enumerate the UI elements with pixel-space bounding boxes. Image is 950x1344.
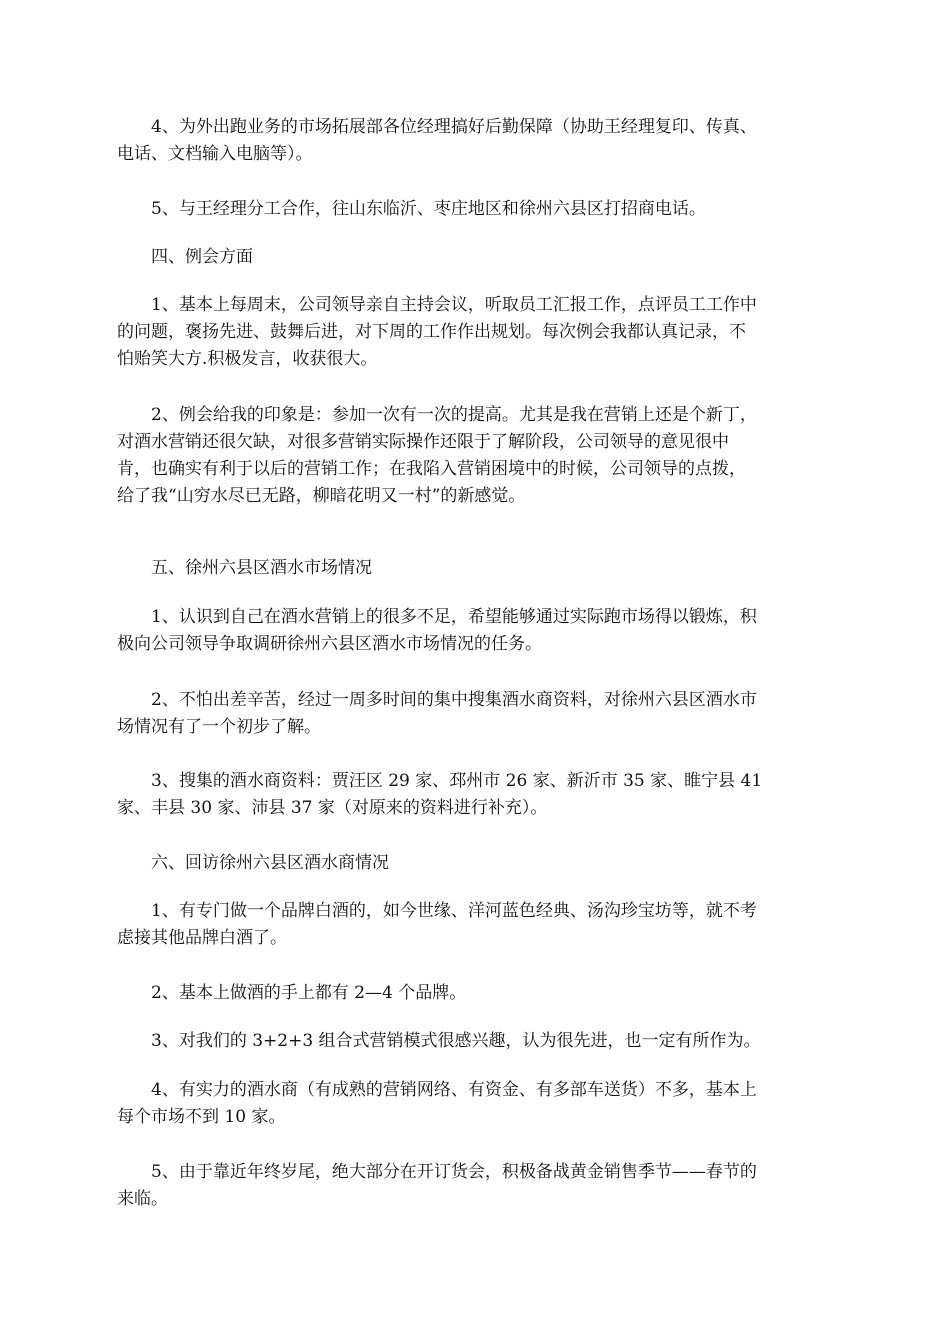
text-line: 场情况有了一个初步了解。 — [117, 717, 321, 737]
text-line: 怕贻笑大方.积极发言，收获很大。 — [117, 349, 378, 369]
text-line: 5、由于靠近年终岁尾，绝大部分在开订货会，积极备战黄金销售季节——春节的 — [151, 1162, 757, 1182]
heading-text: 六、回访徐州六县区酒水商情况 — [151, 853, 389, 873]
paragraph-revisit-5 — [117, 1159, 837, 1213]
paragraph-meetings-1 — [117, 292, 837, 373]
paragraph-revisit-2 — [117, 980, 837, 1007]
text-line: 2、基本上做酒的手上都有 2—4 个品牌。 — [151, 983, 467, 1003]
text-line: 1、有专门做一个品牌白酒的，如今世缘、洋河蓝色经典、汤沟珍宝坊等，就不考 — [151, 901, 757, 921]
text-line: 1、认识到自己在酒水营销上的很多不足，希望能够通过实际跑市场得以锻炼，积 — [151, 607, 757, 627]
section-heading-revisit — [117, 850, 837, 877]
text-line: 对酒水营销还很欠缺，对很多营销实际操作还限于了解阶段，公司领导的意见很中 — [117, 432, 729, 452]
text-line: 5、与王经理分工合作，往山东临沂、枣庄地区和徐州六县区打招商电话。 — [151, 199, 706, 219]
text-line: 4、有实力的酒水商（有成熟的营销网络、有资金、有多部车送货）不多，基本上 — [151, 1080, 757, 1100]
text-line: 电话、文档输入电脑等）。 — [117, 144, 313, 164]
heading-text: 五、徐州六县区酒水市场情况 — [151, 558, 372, 578]
text-line: 家、丰县 30 家、沛县 37 家（对原来的资料进行补充）。 — [117, 798, 548, 818]
text-line: 来临。 — [117, 1189, 168, 1209]
text-line: 3、对我们的 3+2+3 组合式营销模式很感兴趣，认为很先进，也一定有所作为。 — [151, 1031, 761, 1051]
text-line: 3、搜集的酒水商资料：贾汪区 29 家、邳州市 26 家、新沂市 35 家、睢宁县 41 — [151, 771, 763, 791]
paragraph-item-4-logistics — [117, 114, 837, 168]
text-line: 的问题，褒扬先进、鼓舞后进，对下周的工作作出规划。每次例会我都认真记录，不 — [117, 322, 746, 342]
text-line: 肯，也确实有利于以后的营销工作；在我陷入营销困境中的时候，公司领导的点拨， — [117, 459, 746, 479]
text-line: 2、不怕出差辛苦，经过一周多时间的集中搜集酒水商资料，对徐州六县区酒水市 — [151, 690, 757, 710]
text-line: 每个市场不到 10 家。 — [117, 1107, 286, 1127]
section-heading-meetings — [117, 244, 837, 271]
text-line: 4、为外出跑业务的市场拓展部各位经理搞好后勤保障（协助王经理复印、传真、 — [151, 117, 757, 137]
text-line: 2、例会给我的印象是：参加一次有一次的提高。尤其是我在营销上还是个新丁， — [151, 405, 757, 425]
text-line: 1、基本上每周末，公司领导亲自主持会议，听取员工汇报工作，点评员工工作中 — [151, 295, 757, 315]
section-heading-xuzhou-market — [117, 555, 837, 582]
text-line: 给了我“山穷水尽已无路，柳暗花明又一村”的新感觉。 — [117, 486, 526, 506]
paragraph-revisit-3 — [117, 1028, 837, 1055]
text-line: 虑接其他品牌白酒了。 — [117, 928, 287, 948]
paragraph-market-3 — [117, 768, 837, 822]
paragraph-revisit-1 — [117, 898, 837, 952]
paragraph-market-1 — [117, 604, 837, 658]
paragraph-market-2 — [117, 687, 837, 741]
paragraph-item-5-phone-calls — [117, 196, 837, 223]
paragraph-meetings-2 — [117, 402, 837, 510]
heading-text: 四、例会方面 — [151, 247, 253, 267]
paragraph-revisit-4 — [117, 1077, 837, 1131]
text-line: 极向公司领导争取调研徐州六县区酒水市场情况的任务。 — [117, 634, 542, 654]
